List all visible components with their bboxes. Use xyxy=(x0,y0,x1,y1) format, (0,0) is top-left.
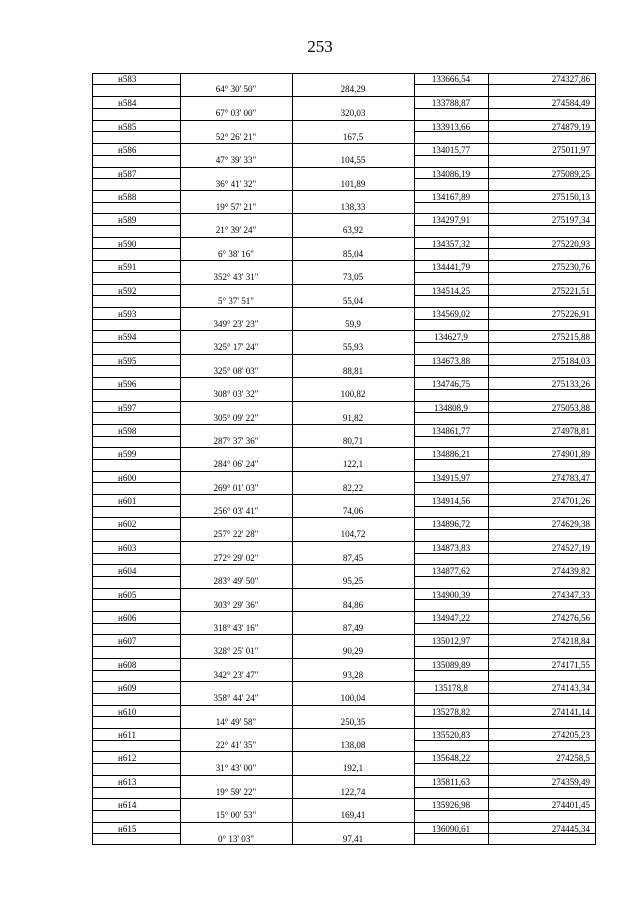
point-name-cell: н595 xyxy=(118,355,137,366)
row-mid-divider xyxy=(414,763,596,764)
y-coordinate-cell: 275215,88 xyxy=(551,332,590,343)
direction-angle-cell: 36° 41' 32" xyxy=(215,178,257,189)
point-name-cell: н596 xyxy=(118,379,137,390)
table-row xyxy=(92,307,596,330)
table-row xyxy=(92,190,596,213)
y-coordinate-cell: 275220,93 xyxy=(551,238,590,249)
row-mid-divider xyxy=(92,108,180,109)
direction-angle-cell: 0° 13' 03" xyxy=(218,833,254,844)
y-coordinate-cell: 275089,25 xyxy=(551,168,590,179)
row-mid-divider xyxy=(92,178,180,179)
row-mid-divider xyxy=(92,740,180,741)
distance-cell: 167,5 xyxy=(342,131,364,142)
row-mid-divider xyxy=(92,84,180,85)
distance-cell: 85,04 xyxy=(342,248,364,259)
point-name-cell: н614 xyxy=(118,800,137,811)
point-name-cell: н599 xyxy=(118,449,137,460)
row-mid-divider xyxy=(92,810,180,811)
table-row xyxy=(92,494,596,517)
direction-angle-cell: 19° 59' 22" xyxy=(215,786,257,797)
x-coordinate-cell: 134947,22 xyxy=(431,613,471,624)
direction-angle-cell: 287° 37' 36" xyxy=(213,435,259,446)
row-mid-divider xyxy=(92,599,180,600)
row-mid-divider xyxy=(92,623,180,624)
table-row xyxy=(92,517,596,540)
direction-angle-cell: 352° 43' 31" xyxy=(213,272,259,283)
y-coordinate-cell: 274783,47 xyxy=(551,472,590,483)
direction-angle-cell: 47° 39' 33" xyxy=(215,155,257,166)
direction-angle-cell: 305° 09' 22" xyxy=(213,412,259,423)
y-coordinate-cell: 275197,34 xyxy=(551,215,590,226)
column-divider xyxy=(180,73,181,845)
distance-cell: 192,1 xyxy=(342,763,364,774)
point-name-cell: н590 xyxy=(118,238,137,249)
x-coordinate-cell: 134297,91 xyxy=(431,215,471,226)
direction-angle-cell: 308° 03' 32" xyxy=(213,389,259,400)
direction-angle-cell: 15° 00' 53" xyxy=(215,810,257,821)
row-mid-divider xyxy=(92,693,180,694)
direction-angle-cell: 21° 39' 24" xyxy=(215,225,257,236)
row-mid-divider xyxy=(414,202,596,203)
row-mid-divider xyxy=(92,553,180,554)
row-mid-divider xyxy=(414,459,596,460)
y-coordinate-cell: 275184,03 xyxy=(551,355,590,366)
x-coordinate-cell: 134514,25 xyxy=(431,285,471,296)
y-coordinate-cell: 275221,51 xyxy=(551,285,590,296)
row-mid-divider xyxy=(414,225,596,226)
point-name-cell: н611 xyxy=(118,730,136,741)
x-coordinate-cell: 134808,9 xyxy=(434,402,468,413)
row-mid-divider xyxy=(92,646,180,647)
table-row xyxy=(92,424,596,447)
table-row xyxy=(92,377,596,400)
row-mid-divider xyxy=(92,272,180,273)
row-mid-divider xyxy=(414,389,596,390)
point-name-cell: н586 xyxy=(118,145,137,156)
point-name-cell: н588 xyxy=(118,191,137,202)
y-coordinate-cell: 275226,91 xyxy=(551,308,590,319)
point-name-cell: н587 xyxy=(118,168,137,179)
distance-cell: 100,04 xyxy=(340,693,366,704)
row-mid-divider xyxy=(414,108,596,109)
direction-angle-cell: 328° 25' 01" xyxy=(213,646,259,657)
y-coordinate-cell: 274445,34 xyxy=(551,823,590,834)
direction-angle-cell: 52° 26' 21" xyxy=(215,131,257,142)
coordinates-table xyxy=(92,73,596,845)
point-name-cell: н615 xyxy=(118,823,137,834)
point-name-cell: н598 xyxy=(118,425,137,436)
table-row xyxy=(92,775,596,798)
row-mid-divider xyxy=(414,670,596,671)
table-row xyxy=(92,751,596,774)
point-name-cell: н604 xyxy=(118,566,137,577)
direction-angle-cell: 256° 03' 41" xyxy=(213,506,259,517)
y-coordinate-cell: 274347,33 xyxy=(551,589,590,600)
table-row xyxy=(92,471,596,494)
point-name-cell: н605 xyxy=(118,589,137,600)
table-row xyxy=(92,260,596,283)
y-coordinate-cell: 274327,86 xyxy=(551,74,590,84)
row-mid-divider xyxy=(92,833,180,834)
y-coordinate-cell: 274218,84 xyxy=(551,636,590,647)
row-mid-divider xyxy=(92,716,180,717)
x-coordinate-cell: 133666,54 xyxy=(431,74,471,84)
x-coordinate-cell: 134896,72 xyxy=(431,519,471,530)
row-mid-divider xyxy=(414,342,596,343)
x-coordinate-cell: 135648,22 xyxy=(431,753,471,764)
row-mid-divider xyxy=(92,295,180,296)
y-coordinate-cell: 274276,56 xyxy=(551,613,590,624)
x-coordinate-cell: 134673,88 xyxy=(431,355,471,366)
row-mid-divider xyxy=(414,248,596,249)
x-coordinate-cell: 135520,83 xyxy=(431,730,471,741)
point-name-cell: н613 xyxy=(118,776,137,787)
point-name-cell: н612 xyxy=(118,753,137,764)
x-coordinate-cell: 134873,83 xyxy=(431,542,471,553)
distance-cell: 91,82 xyxy=(342,412,364,423)
distance-cell: 90,29 xyxy=(342,646,364,657)
distance-cell: 284,29 xyxy=(340,84,366,94)
row-mid-divider xyxy=(92,202,180,203)
row-mid-divider xyxy=(414,599,596,600)
y-coordinate-cell: 274879,19 xyxy=(551,121,590,132)
x-coordinate-cell: 135012,97 xyxy=(431,636,471,647)
y-coordinate-cell: 274527,19 xyxy=(551,542,590,553)
x-coordinate-cell: 134877,62 xyxy=(431,566,471,577)
distance-cell: 93,28 xyxy=(342,669,364,680)
y-coordinate-cell: 274978,81 xyxy=(551,425,590,436)
column-divider xyxy=(292,73,293,845)
point-name-cell: н597 xyxy=(118,402,137,413)
direction-angle-cell: 19° 57' 21" xyxy=(215,201,257,212)
distance-cell: 250,35 xyxy=(340,716,366,727)
distance-cell: 122,74 xyxy=(340,786,366,797)
point-name-cell: н608 xyxy=(118,659,137,670)
x-coordinate-cell: 134086,19 xyxy=(431,168,471,179)
distance-cell: 101,89 xyxy=(340,178,366,189)
row-mid-divider xyxy=(414,272,596,273)
table-row xyxy=(92,588,596,611)
table-row xyxy=(92,541,596,564)
point-name-cell: н583 xyxy=(118,74,137,84)
row-mid-divider xyxy=(414,810,596,811)
point-name-cell: н593 xyxy=(118,308,137,319)
point-name-cell: н585 xyxy=(118,121,137,132)
x-coordinate-cell: 134861,77 xyxy=(431,425,471,436)
row-mid-divider xyxy=(414,553,596,554)
distance-cell: 80,71 xyxy=(342,435,364,446)
table-row xyxy=(92,167,596,190)
table-row xyxy=(92,728,596,751)
distance-cell: 95,25 xyxy=(342,576,364,587)
row-mid-divider xyxy=(414,646,596,647)
point-name-cell: н610 xyxy=(118,706,137,717)
x-coordinate-cell: 135178,8 xyxy=(434,683,468,694)
direction-angle-cell: 272° 29' 02" xyxy=(213,552,259,563)
row-mid-divider xyxy=(414,482,596,483)
row-mid-divider xyxy=(414,787,596,788)
column-divider xyxy=(488,73,489,845)
direction-angle-cell: 31° 43' 00" xyxy=(215,763,257,774)
row-mid-divider xyxy=(92,482,180,483)
x-coordinate-cell: 134914,56 xyxy=(431,496,471,507)
y-coordinate-cell: 275053,88 xyxy=(551,402,590,413)
row-mid-divider xyxy=(414,155,596,156)
y-coordinate-cell: 275133,26 xyxy=(551,379,590,390)
x-coordinate-cell: 134357,32 xyxy=(431,238,471,249)
page-number: 253 xyxy=(307,37,333,56)
point-name-cell: н584 xyxy=(118,98,137,109)
distance-cell: 87,49 xyxy=(342,623,364,634)
table-row xyxy=(92,822,596,845)
distance-cell: 63,92 xyxy=(342,225,364,236)
direction-angle-cell: 64° 30' 50" xyxy=(215,84,257,94)
x-coordinate-cell: 133913,66 xyxy=(431,121,471,132)
y-coordinate-cell: 275011,97 xyxy=(552,145,590,156)
row-mid-divider xyxy=(92,459,180,460)
row-mid-divider xyxy=(414,693,596,694)
row-mid-divider xyxy=(92,155,180,156)
row-mid-divider xyxy=(92,763,180,764)
table-row xyxy=(92,330,596,353)
x-coordinate-cell: 134441,79 xyxy=(431,262,471,273)
direction-angle-cell: 6° 38' 16" xyxy=(218,248,254,259)
direction-angle-cell: 349° 23' 23" xyxy=(213,318,259,329)
table-row xyxy=(92,354,596,377)
row-mid-divider xyxy=(92,225,180,226)
y-coordinate-cell: 275230,76 xyxy=(551,262,590,273)
y-coordinate-cell: 274141,14 xyxy=(551,706,590,717)
y-coordinate-cell: 274258,5 xyxy=(556,753,590,764)
row-mid-divider xyxy=(92,576,180,577)
table-row xyxy=(92,73,596,96)
point-name-cell: н591 xyxy=(118,262,137,273)
direction-angle-cell: 283° 49' 50" xyxy=(213,576,259,587)
direction-angle-cell: 22° 41' 35" xyxy=(215,740,257,751)
x-coordinate-cell: 134015,77 xyxy=(431,145,471,156)
row-mid-divider xyxy=(92,131,180,132)
row-mid-divider xyxy=(414,295,596,296)
distance-cell: 82,22 xyxy=(342,482,364,493)
x-coordinate-cell: 135089,89 xyxy=(431,659,471,670)
table-row xyxy=(92,798,596,821)
x-coordinate-cell: 135278,82 xyxy=(431,706,471,717)
table-row xyxy=(92,447,596,470)
y-coordinate-cell: 274171,55 xyxy=(551,659,590,670)
y-coordinate-cell: 274701,26 xyxy=(551,496,590,507)
direction-angle-cell: 325° 08' 03" xyxy=(213,365,259,376)
row-mid-divider xyxy=(414,319,596,320)
x-coordinate-cell: 135811,63 xyxy=(432,776,470,787)
point-name-cell: н609 xyxy=(118,683,137,694)
distance-cell: 73,05 xyxy=(342,272,364,283)
x-coordinate-cell: 134900,39 xyxy=(431,589,471,600)
point-name-cell: н606 xyxy=(118,613,137,624)
row-mid-divider xyxy=(92,248,180,249)
distance-cell: 88,81 xyxy=(342,365,364,376)
distance-cell: 74,06 xyxy=(342,506,364,517)
row-mid-divider xyxy=(414,576,596,577)
point-name-cell: н603 xyxy=(118,542,137,553)
point-name-cell: н589 xyxy=(118,215,137,226)
row-mid-divider xyxy=(414,365,596,366)
x-coordinate-cell: 134746,75 xyxy=(431,379,471,390)
row-mid-divider xyxy=(92,670,180,671)
distance-cell: 87,45 xyxy=(342,552,364,563)
table-row xyxy=(92,237,596,260)
row-mid-divider xyxy=(92,436,180,437)
distance-cell: 138,33 xyxy=(340,201,366,212)
direction-angle-cell: 67° 03' 00" xyxy=(215,108,257,119)
distance-cell: 100,82 xyxy=(340,389,366,400)
row-mid-divider xyxy=(92,412,180,413)
distance-cell: 138,08 xyxy=(340,740,366,751)
distance-cell: 84,86 xyxy=(342,599,364,610)
row-mid-divider xyxy=(92,342,180,343)
row-mid-divider xyxy=(414,833,596,834)
y-coordinate-cell: 274359,49 xyxy=(551,776,590,787)
x-coordinate-cell: 133788,87 xyxy=(431,98,471,109)
x-coordinate-cell: 134886,21 xyxy=(431,449,471,460)
y-coordinate-cell: 274205,23 xyxy=(551,730,590,741)
table-row xyxy=(92,284,596,307)
distance-cell: 169,41 xyxy=(340,810,366,821)
distance-cell: 55,93 xyxy=(342,342,364,353)
row-mid-divider xyxy=(414,623,596,624)
row-mid-divider xyxy=(92,389,180,390)
direction-angle-cell: 358° 44' 24" xyxy=(213,693,259,704)
column-divider xyxy=(414,73,415,845)
row-mid-divider xyxy=(414,436,596,437)
row-mid-divider xyxy=(414,84,596,85)
table-row xyxy=(92,681,596,704)
x-coordinate-cell: 134569,02 xyxy=(431,308,471,319)
distance-cell: 122,1 xyxy=(342,459,364,470)
direction-angle-cell: 5° 37' 51" xyxy=(218,295,254,306)
table-row xyxy=(92,401,596,424)
y-coordinate-cell: 275150,13 xyxy=(551,191,590,202)
table-row xyxy=(92,143,596,166)
row-mid-divider xyxy=(92,787,180,788)
row-mid-divider xyxy=(92,506,180,507)
row-mid-divider xyxy=(414,412,596,413)
point-name-cell: н607 xyxy=(118,636,137,647)
x-coordinate-cell: 135926,98 xyxy=(431,800,471,811)
y-coordinate-cell: 274584,49 xyxy=(551,98,590,109)
direction-angle-cell: 303° 29' 36" xyxy=(213,599,259,610)
direction-angle-cell: 325° 17' 24" xyxy=(213,342,259,353)
distance-cell: 104,72 xyxy=(340,529,366,540)
table-row xyxy=(92,120,596,143)
direction-angle-cell: 318° 43' 16" xyxy=(213,623,259,634)
distance-cell: 104,55 xyxy=(340,155,366,166)
direction-angle-cell: 284° 06' 24" xyxy=(213,459,259,470)
table-row xyxy=(92,611,596,634)
row-mid-divider xyxy=(92,319,180,320)
row-mid-divider xyxy=(414,506,596,507)
table-row xyxy=(92,634,596,657)
table-row xyxy=(92,564,596,587)
x-coordinate-cell: 134915,97 xyxy=(431,472,471,483)
row-mid-divider xyxy=(414,529,596,530)
y-coordinate-cell: 274629,38 xyxy=(551,519,590,530)
direction-angle-cell: 342° 23' 47" xyxy=(213,669,259,680)
row-mid-divider xyxy=(414,131,596,132)
point-name-cell: н602 xyxy=(118,519,137,530)
table-row xyxy=(92,213,596,236)
point-name-cell: н594 xyxy=(118,332,137,343)
x-coordinate-cell: 134167,89 xyxy=(431,191,471,202)
distance-cell: 97,41 xyxy=(342,833,364,844)
direction-angle-cell: 269° 01' 03" xyxy=(213,482,259,493)
table-row xyxy=(92,96,596,119)
y-coordinate-cell: 274439,82 xyxy=(551,566,590,577)
row-mid-divider xyxy=(414,740,596,741)
distance-cell: 55,04 xyxy=(342,295,364,306)
row-mid-divider xyxy=(92,529,180,530)
y-coordinate-cell: 274143,34 xyxy=(551,683,590,694)
distance-cell: 59,9 xyxy=(345,318,361,329)
direction-angle-cell: 257° 22' 28" xyxy=(213,529,259,540)
point-name-cell: н601 xyxy=(118,496,137,507)
table-row xyxy=(92,658,596,681)
x-coordinate-cell: 136090,61 xyxy=(431,823,471,834)
row-mid-divider xyxy=(92,365,180,366)
y-coordinate-cell: 274401,45 xyxy=(551,800,590,811)
table-row xyxy=(92,705,596,728)
y-coordinate-cell: 274901,89 xyxy=(551,449,590,460)
row-mid-divider xyxy=(414,178,596,179)
point-name-cell: н600 xyxy=(118,472,137,483)
point-name-cell: н592 xyxy=(118,285,137,296)
distance-cell: 320,03 xyxy=(340,108,366,119)
x-coordinate-cell: 134627,9 xyxy=(434,332,468,343)
row-mid-divider xyxy=(414,716,596,717)
direction-angle-cell: 14° 49' 58" xyxy=(215,716,257,727)
